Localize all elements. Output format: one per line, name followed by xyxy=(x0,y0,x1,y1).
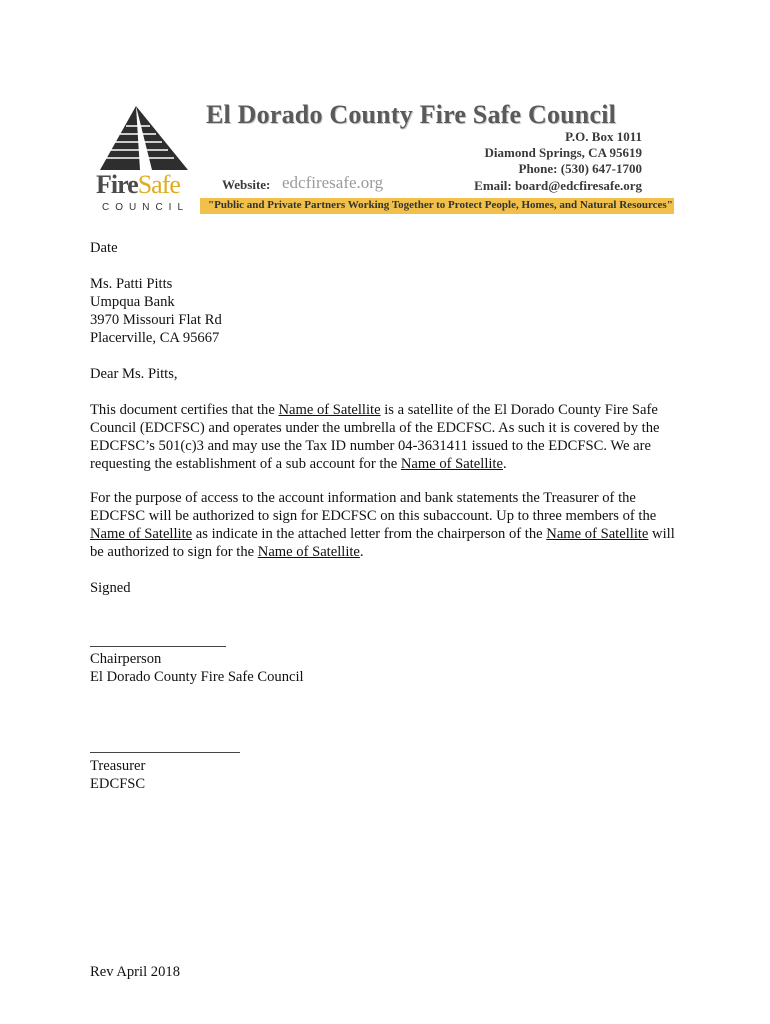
logo-council-text: COUNCIL xyxy=(102,202,190,213)
recipient-bank: Umpqua Bank xyxy=(90,294,175,310)
date-line: Date xyxy=(90,240,118,256)
po-box: P.O. Box 1011 xyxy=(565,129,642,144)
treasurer-title: Treasurer xyxy=(90,758,146,774)
website-label: Website: xyxy=(222,177,271,192)
fire-safe-council-logo xyxy=(96,104,192,216)
website-url: edcfiresafe.org xyxy=(282,173,384,192)
chairperson-org: El Dorado County Fire Safe Council xyxy=(90,669,304,685)
satellite-placeholder: Name of Satellite xyxy=(90,526,193,542)
motto-text: "Public and Private Partners Working Together to Protect People, Homes, and Natural Resources" xyxy=(208,199,673,211)
recipient-name: Ms. Patti Pitts xyxy=(90,276,173,292)
salutation: Dear Ms. Pitts, xyxy=(90,366,178,382)
org-title: El Dorado County Fire Safe Council xyxy=(206,100,617,129)
revision-footer: Rev April 2018 xyxy=(90,964,180,980)
mountain-logo-icon xyxy=(96,104,192,176)
satellite-placeholder: Name of Satellite xyxy=(278,402,381,418)
satellite-placeholder: Name of Satellite xyxy=(257,544,360,560)
phone: Phone: (530) 647-1700 xyxy=(518,161,642,176)
treasurer-org: EDCFSC xyxy=(90,776,146,792)
chairperson-title: Chairperson xyxy=(90,651,162,667)
city-address: Diamond Springs, CA 95619 xyxy=(484,145,642,160)
logo-wordmark: FireSafe xyxy=(96,170,180,199)
email: Email: board@edcfiresafe.org xyxy=(474,178,642,193)
signed-label: Signed xyxy=(90,580,131,596)
recipient-city: Placerville, CA 95667 xyxy=(90,330,220,346)
chairperson-signature-line xyxy=(90,646,226,647)
treasurer-signature-line xyxy=(90,752,240,753)
paragraph-authorization: For the purpose of access to the account information and bank statements the Treasurer of the EDCFSC will be authorized to sign for EDCFSC on this subaccount. Up to three members of the Name of Satellite as indicate in the attached letter from the chairperson of the Name of Satellite will be authorized to sign for the Name of Satellite. xyxy=(90,490,675,560)
recipient-street: 3970 Missouri Flat Rd xyxy=(90,312,222,328)
satellite-placeholder: Name of Satellite xyxy=(546,526,649,542)
paragraph-certification: This document certifies that the Name of Satellite is a satellite of the El Dorado County Fire Safe Council (EDCFSC) and operates under the umbrella of the EDCFSC. As such it is covered by the EDCFSC’s 501(c)3 and may use the Tax ID number 04-3631411 issued to the EDCFSC. We are requesting the establishment of a sub account for the Name of Satellite. xyxy=(90,402,660,472)
satellite-placeholder: Name of Satellite xyxy=(400,456,503,472)
